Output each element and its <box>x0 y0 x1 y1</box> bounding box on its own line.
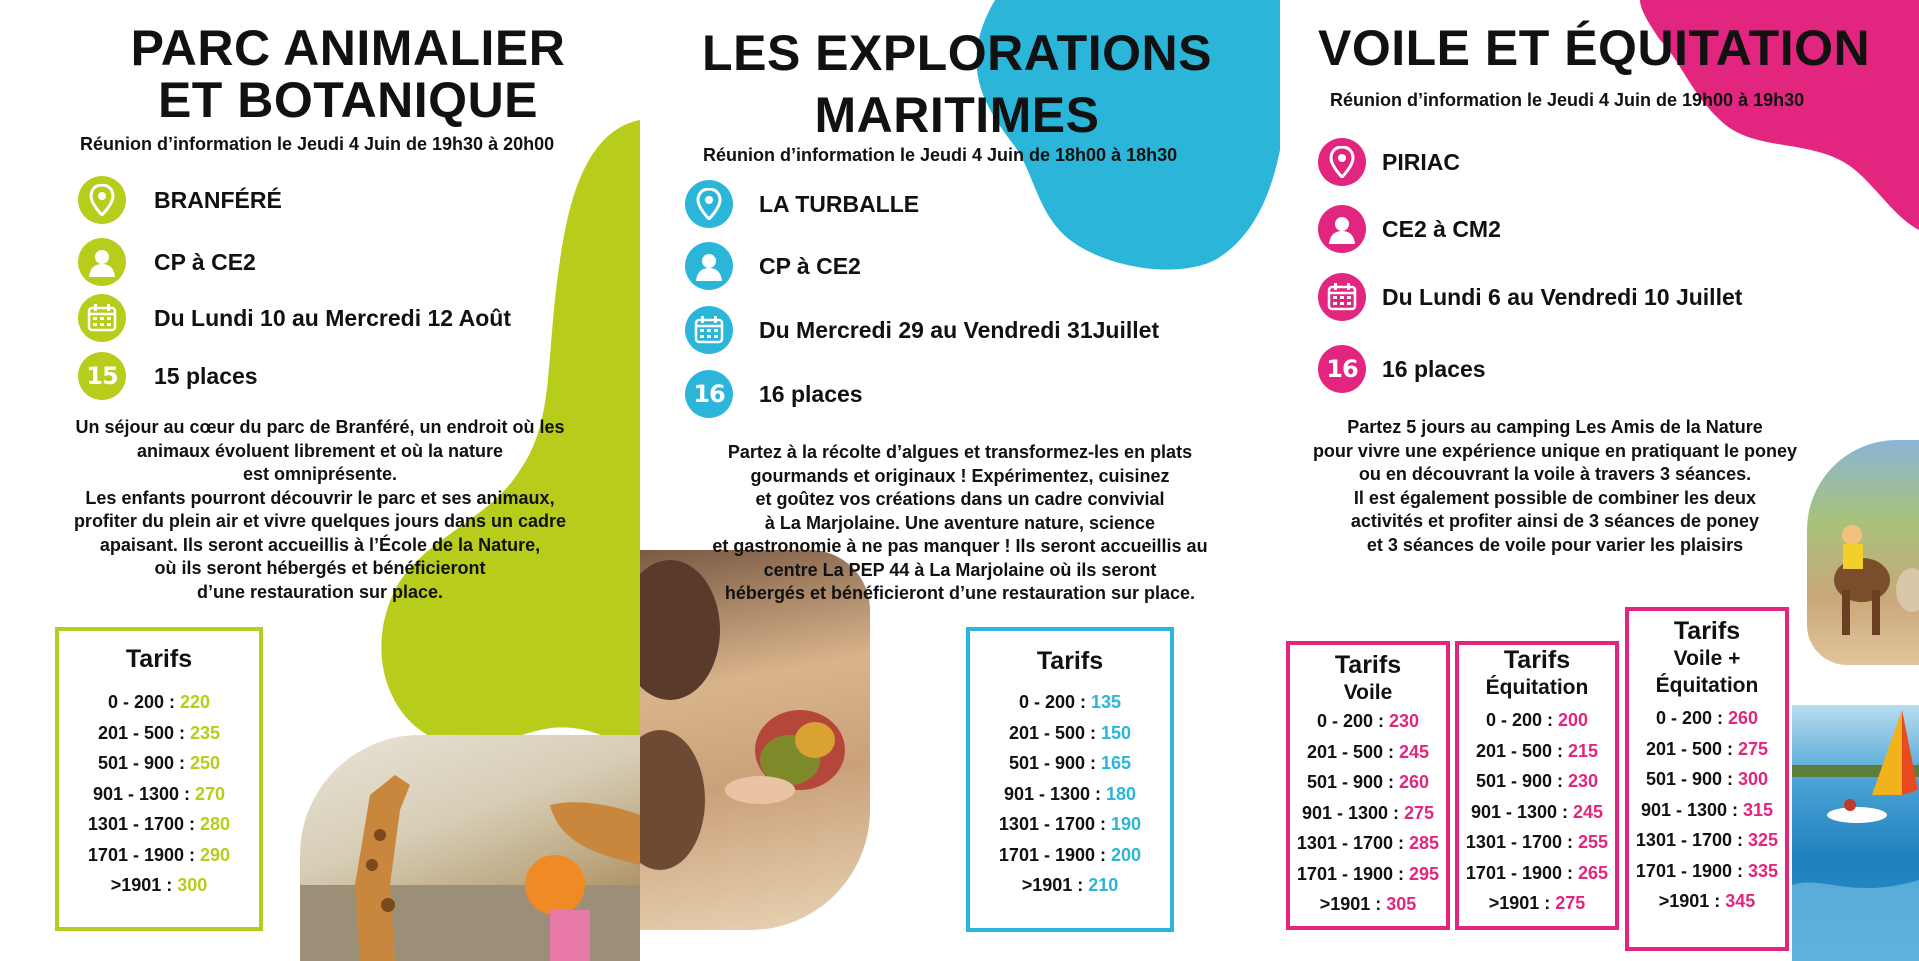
description-line: où ils seront hébergés et bénéficieront <box>154 558 486 578</box>
location-pin-icon <box>1318 138 1366 186</box>
tarif-row: >1901 : 305 <box>1319 894 1417 914</box>
places-row <box>78 352 258 400</box>
dates-text: Du Lundi 10 au Mercredi 12 Août <box>154 304 511 331</box>
description-line: Il est également possible de combiner les deux <box>1353 487 1757 508</box>
tarifs-voile-equitation-table <box>1625 607 1789 951</box>
tarif-row: 1301 - 1700 : 255 <box>1465 832 1609 852</box>
dates-text: Du Lundi 6 au Vendredi 10 Juillet <box>1382 283 1743 310</box>
location-text: PIRIAC <box>1382 148 1460 175</box>
tarif-row: 201 - 500 : 150 <box>1008 722 1132 743</box>
panel-parc-animalier <box>0 0 640 961</box>
tarifs-subtitle: Équitation <box>1655 674 1759 697</box>
location-row <box>78 176 282 224</box>
places-number: 16 <box>1326 355 1358 383</box>
person-icon <box>78 238 126 286</box>
tarif-row: 901 - 1300 : 180 <box>1003 783 1137 804</box>
description-line: hébergés et bénéficieront d’une restauration sur place. <box>724 583 1196 603</box>
location-row <box>1318 138 1460 186</box>
tarifs-title: Tarifs <box>1036 647 1104 675</box>
meeting-info: Réunion d’information le Jeudi 4 Juin de 19h00 à 19h30 <box>1330 90 1805 110</box>
description <box>640 441 1280 606</box>
title-line-2: ET BOTANIQUE <box>157 72 539 128</box>
description-line: d’une restauration sur place. <box>196 581 444 602</box>
tarifs-voile-table <box>1286 641 1450 930</box>
tarif-row: 1301 - 1700 : 325 <box>1635 830 1779 850</box>
description-line: et 3 séances de voile pour varier les plaisirs <box>1366 534 1744 555</box>
title <box>640 22 1280 146</box>
tarif-row: >1901 : 345 <box>1658 891 1756 911</box>
tarif-row: 901 - 1300 : 275 <box>1301 802 1435 823</box>
tarif-row: 0 - 200 : 230 <box>1316 711 1420 731</box>
title-line-2: MARITIMES <box>814 87 1100 143</box>
sailboat-illustration <box>1792 705 1919 961</box>
tarif-row: 501 - 900 : 250 <box>97 753 221 773</box>
location-row <box>685 180 919 228</box>
tarif-row: 1301 - 1700 : 190 <box>998 814 1142 834</box>
description-line: et gastronomie à ne pas manquer ! Ils seront accueillis au <box>712 536 1208 556</box>
seaweed-illustration <box>640 550 870 930</box>
panel-voile-equitation <box>1280 0 1919 961</box>
tarif-row: 501 - 900 : 260 <box>1306 772 1430 792</box>
description-line: à La Marjolaine. Une aventure nature, science <box>764 512 1156 533</box>
description-line: animaux évoluent librement et où la nature <box>136 440 504 461</box>
description-line: gourmands et originaux ! Expérimentez, cuisinez <box>750 465 1170 486</box>
tarif-row: 0 - 200 : 220 <box>107 692 211 712</box>
location-pin-icon <box>78 176 126 224</box>
dates-row <box>78 294 511 342</box>
tarif-row: 501 - 900 : 300 <box>1645 769 1769 789</box>
sailing-photo <box>1792 705 1919 961</box>
places-row <box>685 370 863 418</box>
dates-row <box>1318 273 1742 321</box>
tarif-row: 901 - 1300 : 270 <box>92 783 226 804</box>
title: VOILE ET ÉQUITATION <box>1318 20 1871 76</box>
dates-text: Du Mercredi 29 au Vendredi 31Juillet <box>759 316 1160 343</box>
tarifs-table <box>966 627 1174 932</box>
tarif-row: 1301 - 1700 : 280 <box>87 814 231 834</box>
places-number: 16 <box>693 380 725 408</box>
level-row <box>685 242 861 290</box>
title-line-1: PARC ANIMALIER <box>130 20 566 76</box>
tarifs-title: Tarifs <box>1334 651 1402 679</box>
level-row <box>1318 205 1501 253</box>
description-line: Un séjour au cœur du parc de Branféré, un endroit où les <box>75 417 565 437</box>
description-line: Partez à la récolte d’algues et transformez-les en plats <box>727 442 1193 462</box>
description <box>0 416 640 604</box>
location-text: BRANFÉRÉ <box>154 186 282 213</box>
panel-explorations-maritimes <box>640 0 1280 961</box>
places-number-badge <box>685 370 733 418</box>
description-line: centre La PEP 44 à La Marjolaine où ils seront <box>763 559 1157 580</box>
description <box>1280 416 1830 557</box>
dates-row <box>685 306 1159 354</box>
tarifs-title: Tarifs <box>1503 646 1571 674</box>
calendar-icon <box>685 306 733 354</box>
seaweed-photo <box>640 550 870 930</box>
description-line: activités et profiter ainsi de 3 séances de poney <box>1350 511 1760 531</box>
calendar-icon <box>1318 273 1366 321</box>
level-text: CP à CE2 <box>154 248 256 275</box>
meeting-info: Réunion d’information le Jeudi 4 Juin de 19h30 à 20h00 <box>80 134 555 154</box>
giraffe-photo <box>300 735 640 961</box>
tarif-row: 901 - 1300 : 315 <box>1640 799 1774 820</box>
places-row <box>1318 345 1486 393</box>
tarif-row: 201 - 500 : 245 <box>1306 741 1430 762</box>
tarif-row: 201 - 500 : 235 <box>97 722 221 743</box>
description-line: Partez 5 jours au camping Les Amis de la Nature <box>1347 417 1763 437</box>
tarif-row: 1701 - 1900 : 290 <box>87 844 231 865</box>
tarif-row: 201 - 500 : 215 <box>1475 740 1599 761</box>
tarif-row: 1701 - 1900 : 295 <box>1296 863 1440 884</box>
title <box>0 22 640 126</box>
tarifs-title: Tarifs <box>1673 617 1741 645</box>
tarifs-subtitle: Voile + <box>1673 647 1741 670</box>
tarif-row: >1901 : 210 <box>1021 875 1119 895</box>
tarif-row: 0 - 200 : 260 <box>1655 708 1759 728</box>
description-line: est omniprésente. <box>242 464 398 484</box>
tarif-row: 901 - 1300 : 245 <box>1470 801 1604 822</box>
tarif-row: 1701 - 1900 : 200 <box>998 844 1142 865</box>
tarif-row: 1301 - 1700 : 285 <box>1296 833 1440 853</box>
tarif-row: 201 - 500 : 275 <box>1645 738 1769 759</box>
tarif-row: >1901 : 300 <box>110 875 208 895</box>
places-text: 16 places <box>759 380 863 407</box>
tarifs-subtitle: Voile <box>1343 681 1393 704</box>
tarif-row: 0 - 200 : 200 <box>1485 710 1589 730</box>
giraffe-illustration <box>300 735 640 961</box>
tarif-row: 1701 - 1900 : 335 <box>1635 860 1779 881</box>
places-text: 16 places <box>1382 355 1486 382</box>
tarifs-equitation-table <box>1455 641 1619 930</box>
level-text: CE2 à CM2 <box>1382 215 1501 242</box>
places-number-badge <box>78 352 126 400</box>
tarifs-subtitle: Équitation <box>1485 676 1589 699</box>
places-text: 15 places <box>154 362 258 389</box>
tarif-row: >1901 : 275 <box>1488 893 1586 913</box>
description-line: et goûtez vos créations dans un cadre convivial <box>755 489 1165 509</box>
tarif-row: 501 - 900 : 230 <box>1475 771 1599 791</box>
tarifs-title: Tarifs <box>125 645 193 673</box>
tarif-row: 1701 - 1900 : 265 <box>1465 862 1609 883</box>
description-line: pour vivre une expérience unique en pratiquant le poney <box>1312 440 1798 461</box>
calendar-icon <box>78 294 126 342</box>
description-line: ou en découvrant la voile à travers 3 séances. <box>1358 464 1752 484</box>
level-text: CP à CE2 <box>759 252 861 279</box>
location-text: LA TURBALLE <box>759 190 920 217</box>
level-row <box>78 238 256 286</box>
description-line: profiter du plein air et vivre quelques jours dans un cadre <box>73 511 567 531</box>
tarif-row: 0 - 200 : 135 <box>1018 692 1122 712</box>
description-line: apaisant. Ils seront accueillis à l’École de la Nature, <box>99 534 541 555</box>
person-icon <box>685 242 733 290</box>
location-pin-icon <box>685 180 733 228</box>
tarifs-table <box>55 627 263 931</box>
title-line-1: LES EXPLORATIONS <box>702 25 1212 81</box>
meeting-info: Réunion d’information le Jeudi 4 Juin de 18h00 à 18h30 <box>703 145 1178 165</box>
places-number-badge <box>1318 345 1366 393</box>
description-line: Les enfants pourront découvrir le parc et ses animaux, <box>85 487 555 508</box>
tarif-row: 501 - 900 : 165 <box>1008 753 1132 773</box>
places-number: 15 <box>86 362 118 390</box>
person-icon <box>1318 205 1366 253</box>
